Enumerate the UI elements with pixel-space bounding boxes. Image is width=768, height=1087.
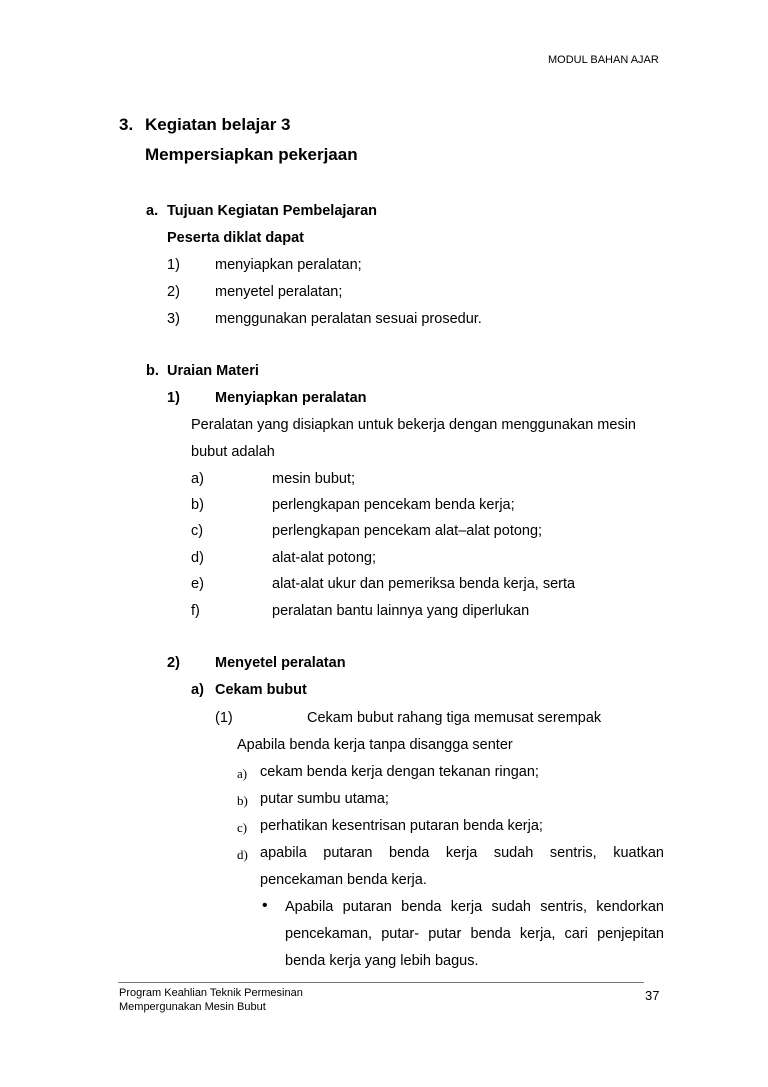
- footer-divider: [118, 982, 644, 983]
- page-number: 37: [645, 988, 660, 1003]
- list-item-number: 3): [167, 311, 180, 327]
- part-b-marker: b.: [146, 363, 159, 379]
- step-text: putar sumbu utama;: [260, 791, 389, 807]
- subsection-number: 1): [167, 390, 180, 406]
- bullet-text-line: benda kerja yang lebih bagus.: [285, 953, 479, 969]
- part-a-intro: Peserta diklat dapat: [167, 230, 304, 246]
- list-item-text: menyiapkan peralatan;: [215, 257, 362, 273]
- list-item-number: 1): [167, 257, 180, 273]
- item-number: (1): [215, 710, 233, 726]
- item-text: Cekam bubut rahang tiga memusat serempak: [307, 710, 602, 726]
- step-number: d): [237, 847, 248, 862]
- list-item-text: perlengkapan pencekam benda kerja;: [272, 497, 515, 513]
- list-item-text: alat-alat ukur dan pemeriksa benda kerja, serta: [272, 576, 576, 592]
- list-item-text: menyetel peralatan;: [215, 284, 343, 300]
- subsubsection-number: a): [191, 682, 204, 698]
- bullet-icon: •: [262, 897, 268, 914]
- list-item-number: f): [191, 603, 200, 619]
- part-a-marker: a.: [146, 203, 159, 219]
- part-a-title: Tujuan Kegiatan Pembelajaran: [167, 203, 378, 219]
- list-item-number: b): [191, 497, 204, 513]
- list-item-number: d): [191, 550, 204, 566]
- part-b-title: Uraian Materi: [167, 363, 259, 379]
- section-subtitle: Mempersiapkan pekerjaan: [145, 145, 358, 164]
- subsection-title: Menyetel peralatan: [215, 655, 346, 671]
- subsection-number: 2): [167, 655, 180, 671]
- list-item-number: 2): [167, 284, 180, 300]
- running-header: MODUL BAHAN AJAR: [548, 54, 659, 66]
- footer-program: Program Keahlian Teknik Permesinan: [119, 987, 303, 999]
- step-text: cekam benda kerja dengan tekanan ringan;: [260, 764, 539, 780]
- section-title: Kegiatan belajar 3: [145, 115, 291, 134]
- list-item-text: peralatan bantu lainnya yang diperlukan: [272, 603, 530, 619]
- paragraph-line: bubut adalah: [191, 444, 275, 460]
- item-intro: Apabila benda kerja tanpa disangga senter: [237, 737, 513, 753]
- subsubsection-title: Cekam bubut: [215, 682, 307, 698]
- list-item-number: c): [191, 523, 204, 539]
- step-number: a): [237, 766, 248, 781]
- step-continuation: pencekaman benda kerja.: [260, 872, 427, 888]
- section-number: 3.: [119, 115, 134, 134]
- step-text: perhatikan kesentrisan putaran benda kerja;: [260, 818, 543, 834]
- list-item-text: menggunakan peralatan sesuai prosedur.: [215, 311, 482, 327]
- list-item-text: mesin bubut;: [272, 471, 356, 487]
- paragraph-line: Peralatan yang disiapkan untuk bekerja dengan menggunakan mesin: [191, 417, 636, 433]
- step-text: apabila putaran benda kerja sudah sentris, kuatkan: [260, 845, 664, 861]
- step-number: c): [237, 820, 248, 835]
- list-item-text: alat-alat potong;: [272, 550, 376, 566]
- footer-module: Mempergunakan Mesin Bubut: [119, 1001, 266, 1013]
- step-number: b): [237, 793, 248, 808]
- bullet-text-line: Apabila putaran benda kerja sudah sentris, kendorkan: [285, 899, 664, 915]
- list-item-number: a): [191, 471, 204, 487]
- list-item-text: perlengkapan pencekam alat–alat potong;: [272, 523, 543, 539]
- list-item-number: e): [191, 576, 204, 592]
- bullet-text-line: pencekaman, putar- putar benda kerja, cari penjepitan: [285, 926, 664, 942]
- subsection-title: Menyiapkan peralatan: [215, 390, 367, 406]
